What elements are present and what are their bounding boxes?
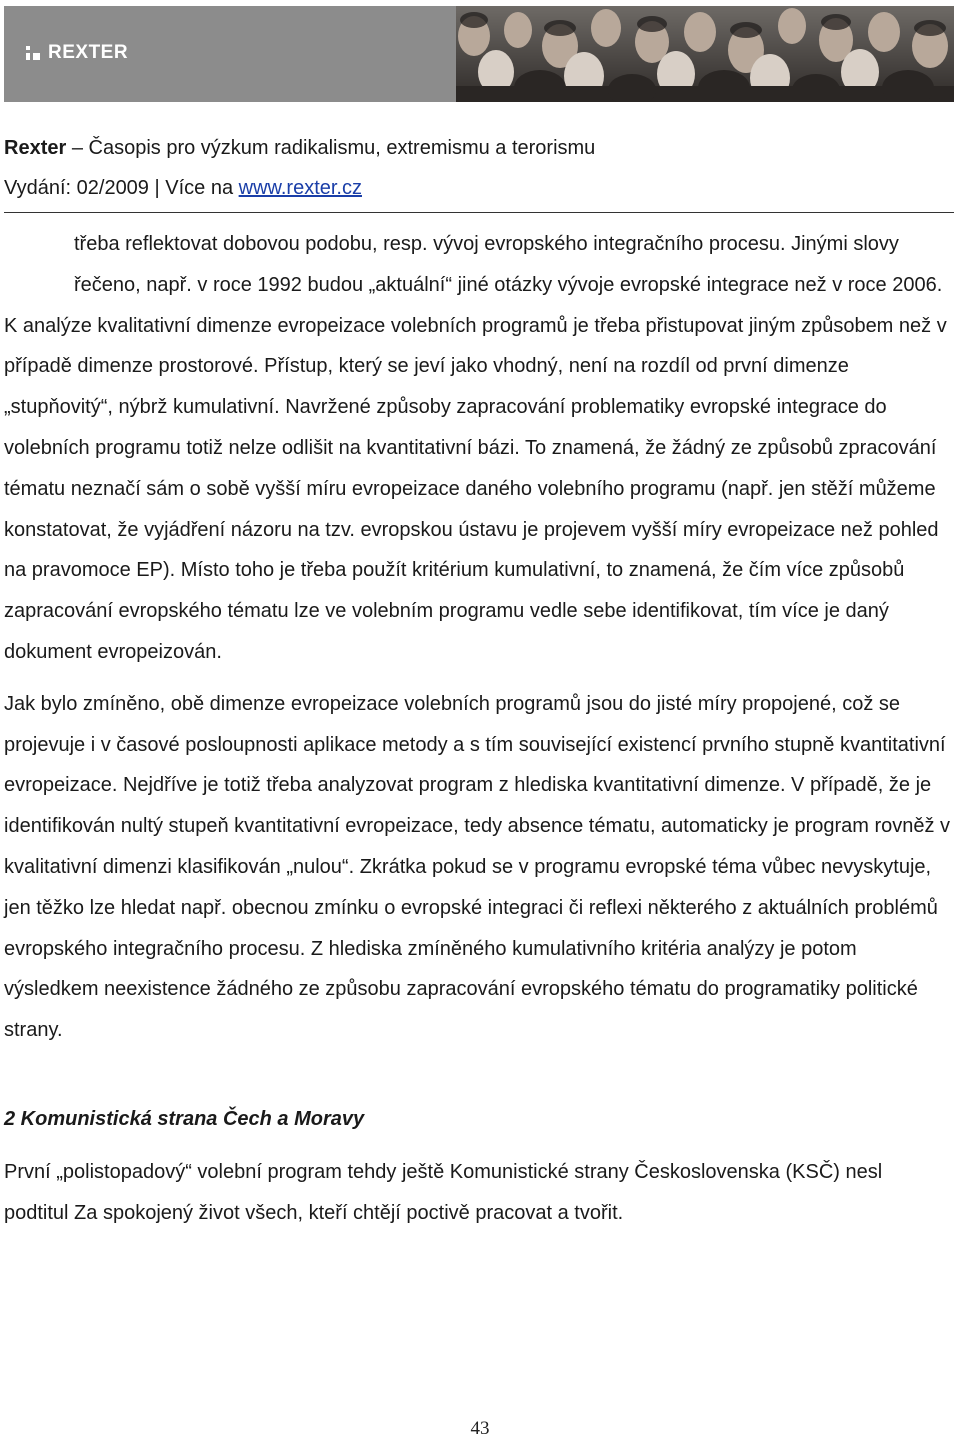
crowd-photo xyxy=(456,6,954,102)
rexter-logo xyxy=(26,42,128,64)
body-paragraph: K analýze kvalitativní dimenze evropeizace volebních programů je třeba přistupovat jiným způsobem než v případě dimenze prostorové. Přístup, který se jeví jako vhodný, není na rozdíl od první dimenze „stupňovitý“, nýbrž kumulativní. Navržené způsoby zapracování problematiky evropské integrace do volebních programu totiž nelze odlišit na kvantitativní bázi. To znamená, že žádný ze způsobů zpracování tématu neznačí sám o sobě vyšší míru evropeizace daného volebního programu (např. jen stěží můžeme konstatovat, že vyjádření názoru na tzv. evropskou ústavu je projevem vyšší míry evropeizace než pohled na pravomoce EP). Místo toho je třeba použít kritérium kumulativní, to znamená, že čím více způsobů zapracování evropského tématu lze ve volebním programu vedle sebe identifikovat, tím více je daný dokument evropeizován. xyxy=(4,314,947,663)
body-paragraph: třeba reflektovat dobovou podobu, resp. vývoj evropského integračního procesu. Jinými slovy řečeno, např. v roce 1992 budou „aktuální“ jiné otázky vývoje evropské integrace než v roce 2006. xyxy=(74,233,943,296)
rexter-logo-mark-icon xyxy=(26,46,40,60)
journal-title-line xyxy=(4,128,954,168)
body-paragraph: Jak bylo zmíněno, obě dimenze evropeizace volebních programů jsou do jisté míry propojené, což se projevuje i v časové posloupnosti aplikace metody a s tím související existencí prvního stupně kvantitativní evropeizace. Nejdříve je totiž třeba analyzovat program z hlediska kvantitativní dimenze. V případě, že je identifikován nultý stupeň kvantitativní evropeizace, tedy absence tématu, automaticky je program rovněž v kvalitativní dimenzi klasifikován „nulou“. Zkrátka pokud se v programu evropské téma vůbec nevyskytuje, jen těžko lze hledat např. obecnou zmínku o evropské integraci či reflexi některého z aktuálních problémů evropského integračního procesu. Z hlediska zmíněného kumulativního kritéria analýzy je potom výsledkem neexistence žádného ze způsobu zapracování evropského tématu do programatiky politické strany. xyxy=(4,692,951,1042)
journal-title: – Časopis pro výzkum radikalismu, extremismu a terorismu xyxy=(66,137,596,159)
body-paragraph: První „polistopadový“ volební program tehdy ještě Komunistické strany Československa (KSČ) nesl podtitul Za spokojený život všech, kteří chtějí poctivě pracovat a tvořit. xyxy=(4,1160,883,1224)
journal-header xyxy=(4,128,954,213)
website-link[interactable]: www.rexter.cz xyxy=(238,177,362,199)
article-body xyxy=(4,224,952,1234)
page-number: 43 xyxy=(470,1418,490,1439)
masthead-banner xyxy=(4,6,954,102)
issue-line xyxy=(4,168,954,208)
journal-brand: Rexter xyxy=(4,137,67,159)
header-divider xyxy=(4,212,954,213)
section-heading: 2 Komunistická strana Čech a Moravy xyxy=(4,1107,365,1130)
rexter-logo-text: REXTER xyxy=(48,42,129,63)
crowd-photo-image xyxy=(456,6,954,102)
issue-info: Vydání: 02/2009 | Více na xyxy=(4,177,239,199)
masthead-logo-area xyxy=(4,6,456,102)
